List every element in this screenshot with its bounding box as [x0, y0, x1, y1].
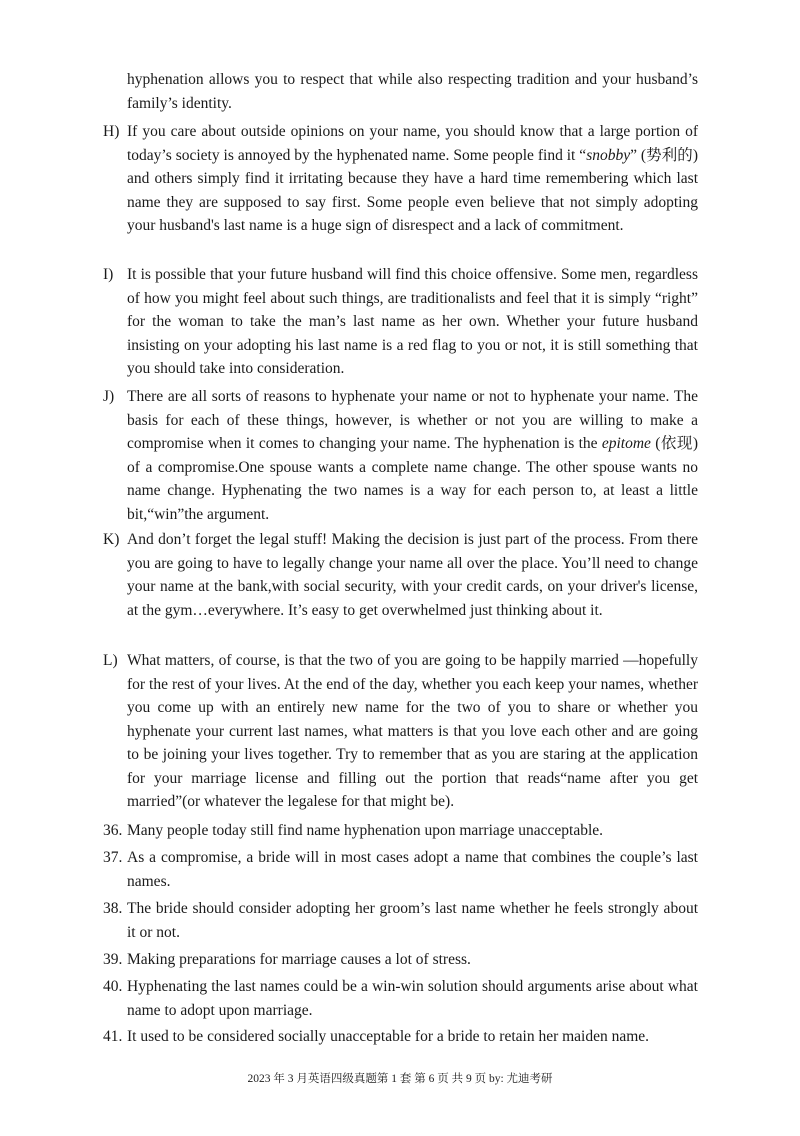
page-footer: 2023 年 3 月英语四级真题第 1 套 第 6 页 共 9 页 by: 尤迪考研 [247, 1073, 553, 1085]
question-number: 38. [103, 900, 123, 917]
paragraph-label: H) [103, 123, 120, 140]
question-36 [103, 819, 698, 843]
question-40 [103, 975, 698, 1022]
paragraph-text [127, 385, 698, 526]
question-41 [103, 1025, 698, 1049]
emphasized-word: epitome [601, 435, 651, 452]
paragraph-text [127, 120, 698, 238]
question-38 [103, 897, 698, 944]
paragraph-text-part: ” (势利的) and others simply find it irritating because they have a hard time remembering which last name they are supposed to say first. Some people even believe that not simply adopting your husband's last name is a huge sign of disrespect and a lack of commitment. [127, 146, 698, 234]
paragraph-i [103, 263, 698, 381]
paragraph-text-part: If you care about outside opinions on your name, you should know that a large portion of today’s society is annoyed by the hyphenated name. Some people find it “ [127, 123, 698, 164]
paragraph-text: And don’t forget the legal stuff! Making the decision is just part of the process. From there you are going to have to legally change your name all over the place. You’ll need to change your name at the bank,with social security, with your credit cards, on your driver's license, at the gym…everywhere. It’s easy to get overwhelmed just thinking about it. [127, 531, 698, 619]
emphasized-word: snobby [586, 146, 631, 164]
paragraph-h [103, 120, 698, 238]
question-number: 41. [103, 1028, 123, 1045]
paragraph-l [103, 649, 698, 814]
question-text: Many people today still find name hyphenation upon marriage unacceptable. [127, 822, 604, 839]
paragraph-label: K) [103, 531, 120, 548]
question-text: As a compromise, a bride will in most cases adopt a name that combines the couple’s last names. [127, 849, 698, 890]
question-text: It used to be considered socially unacceptable for a bride to retain her maiden name. [127, 1028, 650, 1045]
question-number: 40. [103, 978, 123, 995]
paragraph-text: It is possible that your future husband will find this choice offensive. Some men, regardless of how you might feel about such things, are traditionalists and feel that it is simply “right” for the woman to take the man’s last name as her own. Whether your future husband insisting on your adopting his last name is a red flag to you or not, it is still something that you should take into consideration. [127, 266, 698, 377]
paragraph-label: J) [103, 388, 115, 405]
question-37 [103, 846, 698, 893]
question-number: 36. [103, 822, 123, 839]
paragraph-text-part: There are all sorts of reasons to hyphenate your name or not to hyphenate your name. The basis for each of these things, however, is whether or not you are willing to make a compromise when it comes to changing your name. The hyphenation is the [127, 388, 698, 452]
paragraph-text-part: (依现) of a compromise.One spouse wants a complete name change. The other spouse wants no name change. Hyphenating the two names is a way for each person to, at least a little bit,“win”the argument. [127, 435, 698, 523]
paragraph-label: L) [103, 652, 118, 669]
question-number: 37. [103, 849, 123, 866]
paragraph-k [103, 528, 698, 622]
question-number: 39. [103, 951, 123, 968]
question-text: Making preparations for marriage causes a lot of stress. [127, 951, 471, 968]
paragraph-j [103, 385, 698, 526]
paragraph-label: I) [103, 266, 114, 283]
paragraph-text: What matters, of course, is that the two of you are going to be happily married —hopefully for the rest of your lives. At the end of the day, whether you each keep your names, whether you come up with an entirely new name for the two of you to share or whether you hyphenate your current last names, what matters is that you love each other and are going to be joining your lives together. Try to remember that as you are staring at the application for your marriage license and filling out the portion that reads“name after you get married”(or whatever the legalese for that might be). [127, 652, 698, 810]
question-39 [103, 948, 698, 972]
question-text: Hyphenating the last names could be a win-win solution should arguments arise about what name to adopt upon marriage. [127, 978, 698, 1019]
intro-paragraph: hyphenation allows you to respect that while also respecting tradition and your husband’s family’s identity. [127, 71, 698, 112]
question-text: The bride should consider adopting her groom’s last name whether he feels strongly about it or not. [127, 900, 698, 941]
